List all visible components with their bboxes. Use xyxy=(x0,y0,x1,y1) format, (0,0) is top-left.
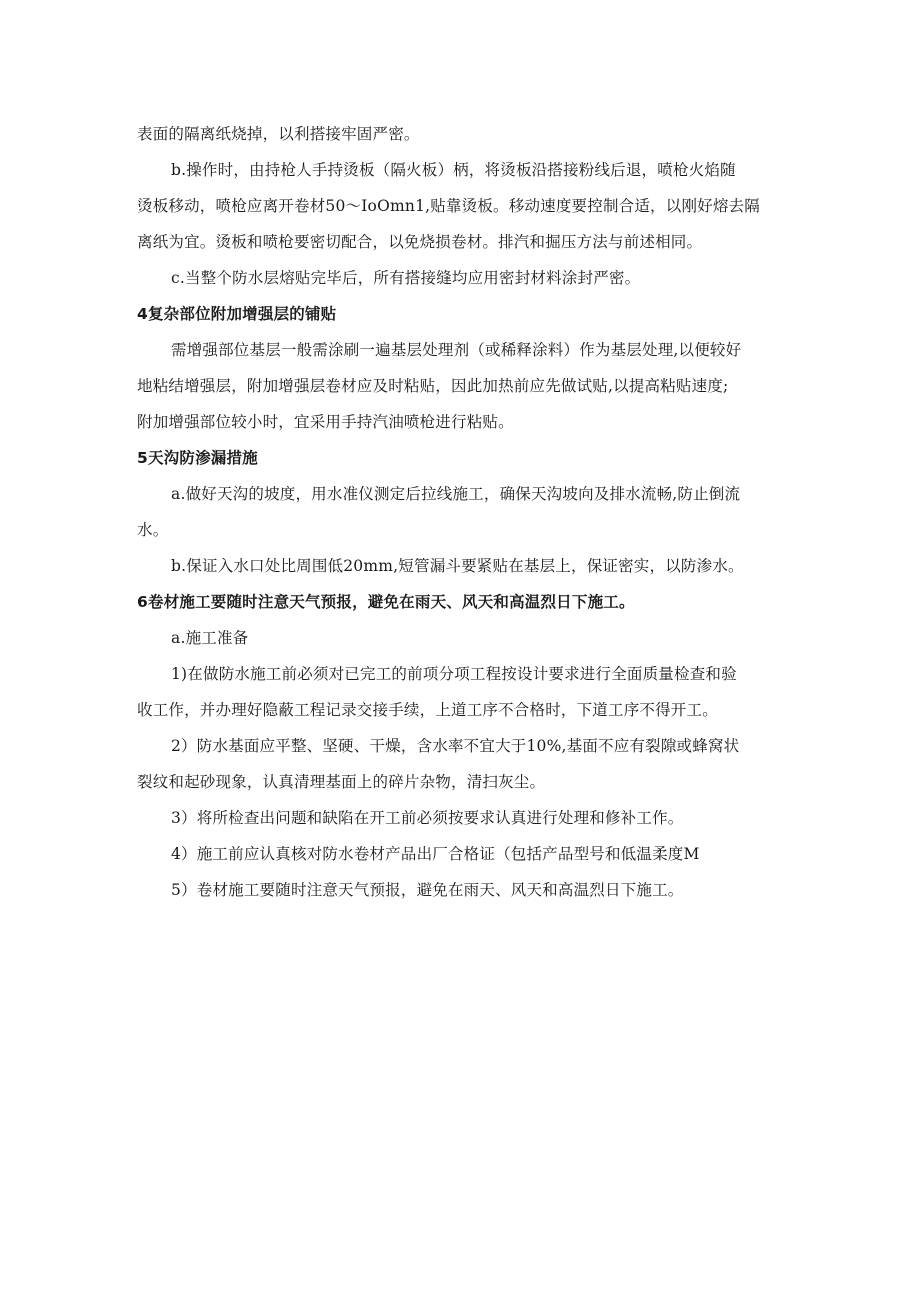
paragraph-line: 2）防水基面应平整、坚硬、干燥，含水率不宜大于10%,基面不应有裂隙或蜂窝状 xyxy=(171,737,740,755)
paragraph-line: 需增强部位基层一般需涂刷一遍基层处理剂（或稀释涂料）作为基层处理,以便较好 xyxy=(171,341,742,359)
document-body xyxy=(137,116,797,908)
paragraph-line: 4）施工前应认真核对防水卷材产品出厂合格证（包括产品型号和低温柔度M xyxy=(171,845,700,863)
section-heading-6: 6卷材施工要随时注意天气预报，避免在雨天、风天和高温烈日下施工。 xyxy=(137,593,635,611)
paragraph-line: 离纸为宜。烫板和喷枪要密切配合，以免烧损卷材。排汽和掘压方法与前述相同。 xyxy=(137,233,703,251)
paragraph-line: a.做好天沟的坡度，用水准仪测定后拉线施工，确保天沟坡向及排水流畅,防止倒流 xyxy=(171,485,741,503)
paragraph-line: 水。 xyxy=(137,521,169,539)
paragraph-line: 地粘结增强层，附加增强层卷材应及时粘贴，因此加热前应先做试贴,以提高粘贴速度; xyxy=(137,377,729,395)
paragraph-line: 5）卷材施工要随时注意天气预报，避免在雨天、风天和高温烈日下施工。 xyxy=(171,881,684,899)
paragraph-line: c.当整个防水层熔贴完毕后，所有搭接缝均应用密封材料涂封严密。 xyxy=(171,269,641,287)
paragraph-line: 烫板移动，喷枪应离开卷材50～IoOmn1,贴靠烫板。移动速度要控制合适，以刚好熔去隔 xyxy=(137,197,760,215)
section-heading-5: 5天沟防渗漏措施 xyxy=(137,449,258,467)
paragraph-line: b.保证入水口处比周围低20mm,短管漏斗要紧贴在基层上，保证密实，以防渗水。 xyxy=(171,557,744,575)
section-heading-4: 4复杂部位附加增强层的铺贴 xyxy=(137,305,337,323)
paragraph-line: 裂纹和起砂现象，认真清理基面上的碎片杂物，清扫灰尘。 xyxy=(137,773,546,791)
paragraph-line: b.操作时，由持枪人手持烫板（隔火板）柄，将烫板沿搭接粉线后退，喷枪火焰随 xyxy=(171,161,736,179)
paragraph-line: 附加增强部位较小时，宜采用手持汽油喷枪进行粘贴。 xyxy=(137,413,514,431)
paragraph-line: 3）将所检查出问题和缺陷在开工前必须按要求认真进行处理和修补工作。 xyxy=(171,809,684,827)
paragraph-line: a.施工准备 xyxy=(171,629,249,647)
paragraph-line: 1)在做防水施工前必须对已完工的前项分项工程按设计要求进行全面质量检查和验 xyxy=(171,665,737,683)
paragraph-line: 表面的隔离纸烧掉，以利搭接牢固严密。 xyxy=(137,125,420,143)
paragraph-line: 收工作，并办理好隐蔽工程记录交接手续，上道工序不合格时，下道工序不得开工。 xyxy=(137,701,718,719)
